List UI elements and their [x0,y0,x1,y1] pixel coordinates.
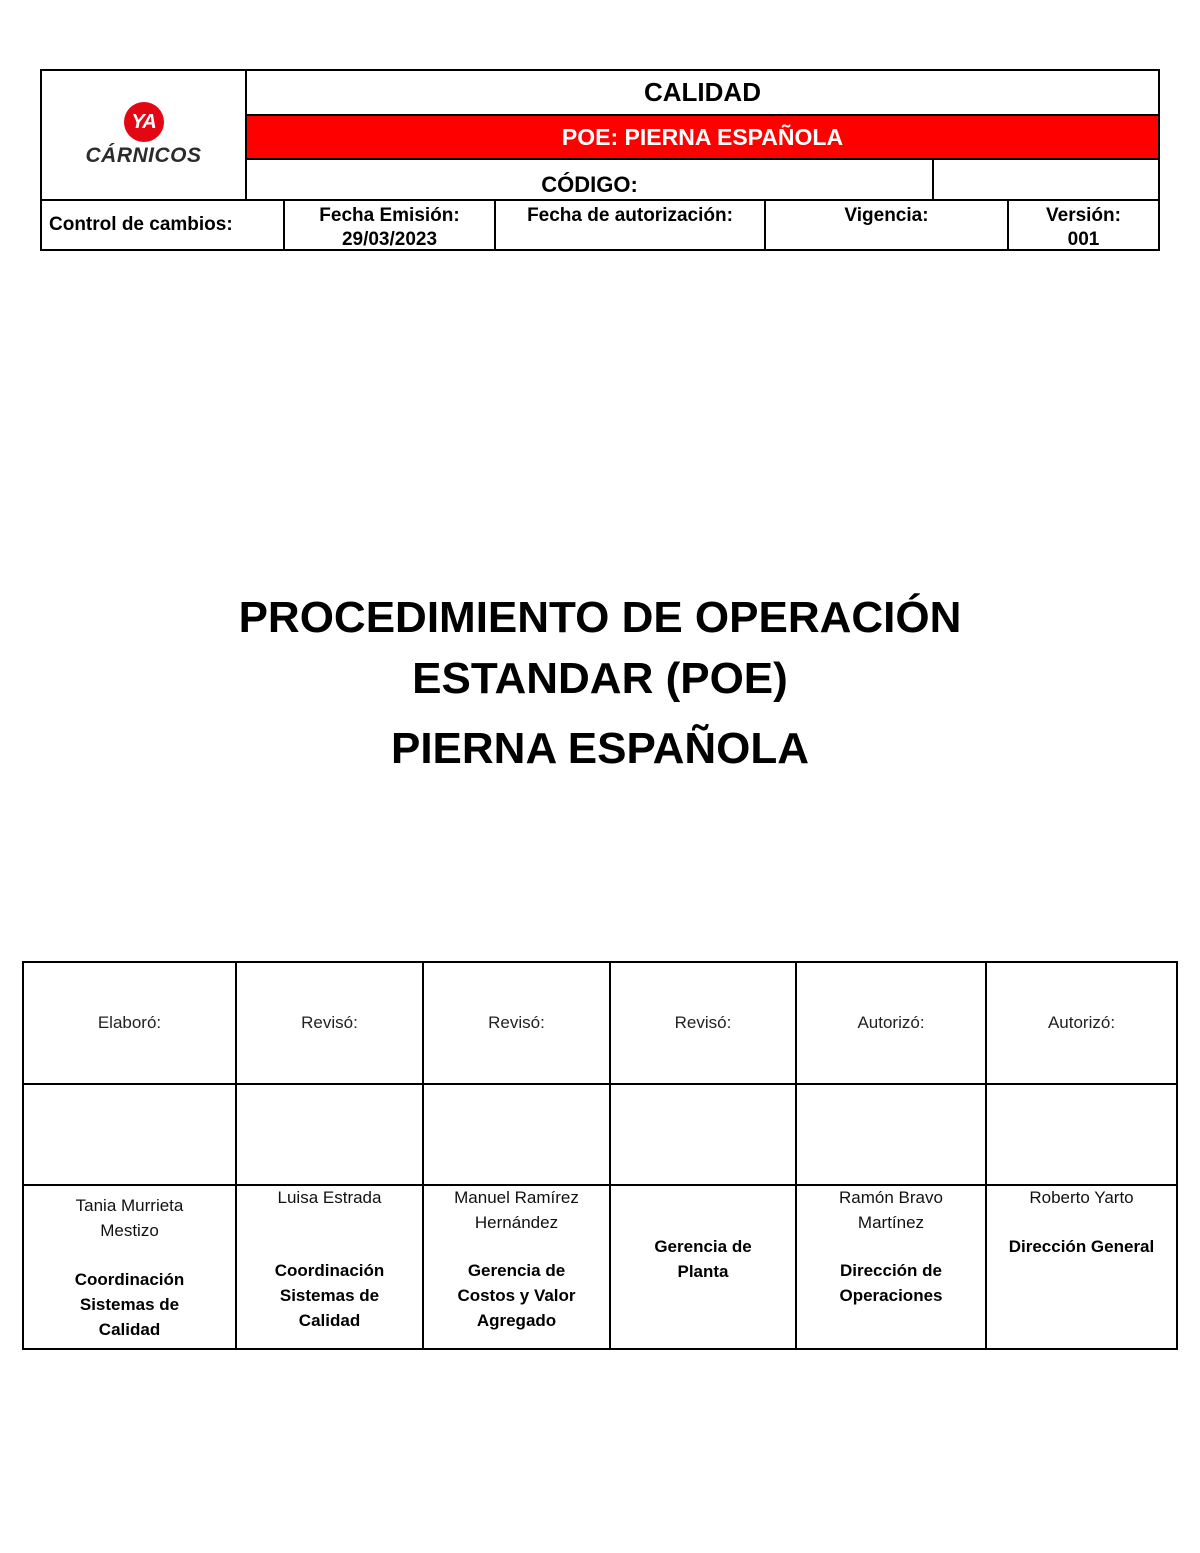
signature-box [987,1085,1176,1184]
signer-name: Manuel Ramírez Hernández [454,1188,579,1232]
signature-box [611,1085,795,1184]
version-cell [1009,201,1158,249]
signature-role: Elaboró: [97,1013,162,1032]
authorization-date-cell [496,201,764,249]
signature-role: Autorizó: [1047,1013,1116,1032]
signer-name: Roberto Yarto [1029,1188,1134,1207]
signer-department: Dirección de Operaciones [839,1261,943,1305]
signer-department: Coordinación Sistemas de Calidad [274,1261,385,1330]
page-title-line-1: PROCEDIMIENTO DE OPERACIÓN [238,593,962,642]
issue-date-label: Fecha Emisión: [319,205,460,226]
authorization-date-label: Fecha de autorización: [527,205,733,226]
logo-badge-icon: YA [124,102,164,142]
code-label: CÓDIGO: [541,172,638,197]
signer-name: Ramón Bravo Martínez [839,1188,943,1232]
signature-box [424,1085,609,1184]
validity-cell [766,201,1007,249]
signature-box [797,1085,985,1184]
signer-name: Luisa Estrada [277,1188,382,1207]
signature-role: Autorizó: [857,1013,925,1032]
document-name-bar: POE: PIERNA ESPAÑOLA [247,116,1158,158]
signature-box [24,1085,235,1184]
version-label: Versión: [1046,205,1121,226]
area-title: CALIDAD [644,77,761,107]
signature-role: Revisó: [488,1013,545,1032]
code-value [934,160,1158,199]
change-control-label: Control de cambios: [49,214,233,235]
logo-wordmark: CÁRNICOS [85,144,202,167]
validity-label: Vigencia: [844,205,929,226]
page-title-line-2: ESTANDAR (POE) [412,654,788,703]
signature-role: Revisó: [674,1013,732,1032]
signer-department: Dirección General [1008,1237,1155,1256]
signatures-table [22,961,1178,1350]
signer-department: Gerencia de Planta [654,1237,752,1281]
signature-role: Revisó: [301,1013,358,1032]
issue-date-value: 29/03/2023 [341,229,438,250]
version-value: 001 [1067,229,1100,250]
company-logo [42,71,245,199]
page-title-line-3: PIERNA ESPAÑOLA [390,724,810,773]
signer-department: Gerencia de Costos y Valor Agregado [457,1261,576,1330]
signer-name: Tania Murrieta Mestizo [75,1196,184,1240]
signer-department: Coordinación Sistemas de Calidad [74,1270,185,1339]
document-header [40,69,1160,251]
signature-box [237,1085,422,1184]
issue-date-cell [285,201,494,249]
